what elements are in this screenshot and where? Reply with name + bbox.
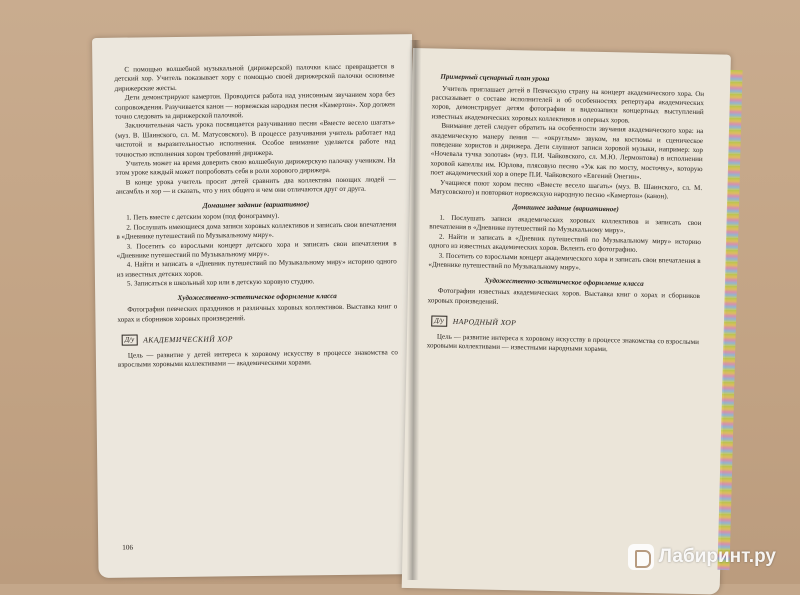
right-page [402,48,731,595]
left-section-title: АКАДЕМИЧЕСКИЙ ХОР [143,334,233,345]
right-paragraph-1: Учитель приглашает детей в Певческую страну на концерт академического хора. Он рассказывает о составе исполнителей и об особенностях репертуара академических хоров, демонстрирует детям фотографии и видеозаписи концертных выступлений известных академических хоровых коллективов и оперных хоров. [431,84,705,125]
left-homework-item: 1. Петь вместе с детским хором (под фонограмму). [126,212,280,222]
right-design-text: Фотографии известных академических хоров. Выставка книг о хорах и сборников хоровых произведений. [427,286,700,306]
left-paragraph-4: Учитель может на время доверить свою волшебную дирижерскую палочку ученикам. На этом уроке каждый может попробовать себя в роли хорового дирижера. [115,156,396,178]
right-section-title: НАРОДНЫЙ ХОР [452,316,517,328]
left-homework-item: 3. Посетить со взрослыми концерт детского хора и записать свои впечатления в «Дневнике путешествий по Музыкальному миру». [116,238,397,260]
watermark-text: Лабиринт.ру [658,546,776,567]
right-section-heading [427,315,699,332]
right-homework-item: 3. Посетить со взрослыми концерт академического хора и записать свои впечатления в «Дневнике путешествий по Музыкальному миру». [428,251,701,272]
right-paragraph-3: Учащиеся поют хором песню «Вместе весело шагать» (муз. В. Шаинского, сл. М. Матусовского) и повторяют норвежскую народную песню «Камертон» (канон). [429,178,703,201]
right-plan-title: Примерный сценарный план урока [440,72,550,83]
left-page-content [114,62,398,370]
left-homework-title: Домашнее задание (вариативное) [202,200,310,210]
left-design-text: Фотографии певческих праздников и различных хоровых коллективов. Выставка книг о хорах и сборников хоровых произведений. [117,302,398,324]
right-page-content [427,72,705,356]
left-section-heading [118,331,398,345]
labirint-watermark [628,544,776,570]
left-paragraph-5: В конце урока учитель просит детей сравнить два коллектива поющих людей — ансамбль и хор — и сказать, что у них общего и чем они отличаются друг от друга. [115,175,396,197]
du-badge: Д/у [431,315,447,326]
left-homework-item: 4. Найти и записать в «Дневник путешествий по Музыкальному миру» историю одного из известных детских хоров. [116,257,397,279]
right-homework-item: 2. Найти и записать в «Дневник путешествий по Музыкальному миру» историю одного из известных академических хоров. Вклеить его фотографию. [428,232,702,255]
right-homework-item: 1. Послушать записи академических хоровых коллективов и записать свои впечатления в «Дневнике путешествий по Музыкальному миру». [429,213,702,235]
right-paragraph-2: Внимание детей следует обратить на особенности звучания академического хора: на академическую манеру пения — «округлым» звуком, на костюмы и сценическое поведение хористов и дирижера. Дети слушают записи хоровой музыки, например: хор «Ночевала тучка золотая» (муз. П.И. Чайковского, сл. М.Ю. Лермонтова) в исполнении хоровой капеллы им. Юрлова, плясовую песню «Уж как по мосту, мосточку», которую поет академический хор в опере П.И. Чайковского «Евгений Онегин». [430,121,704,182]
right-goal-text: Цель — развитие интереса к хоровому искусству в процессе знакомства со взрослыми хоровыми коллективами — известными народными хорами. [426,332,699,354]
left-paragraph-2: Дети демонстрируют камертон. Проводится работа над унисонным звучанием хора без сопровождения. Разучивается канон — норвежская народная песня «Камертон». Хор должен точно следовать за дирижерской палочкой. [114,90,395,121]
left-homework-item: 2. Послушать имеющиеся дома записи хоровых коллективов и записать свои впечатления в «Дневнике путешествий по Музыкальному миру». [116,219,397,241]
left-design-title: Художественно-эстетическое оформление класса [177,291,337,302]
left-page [92,34,419,578]
du-badge: Д/у [122,334,138,345]
left-goal-text: Цель — развитие у детей интереса к хоровому искусству в процессе знакомства со взрослыми хоровыми коллективами — академическими хорами. [117,348,398,370]
left-homework-item: 5. Записаться в школьный хор или в детскую хоровую студию. [126,277,315,288]
left-paragraph-3: Заключительная часть урока посвящается разучиванию песни «Вместе весело шагать» (муз. В. Шаинского, сл. М. Матусовского). В процессе разучивания учитель работает над чистотой и выразительностью исполнения. Особое внимание уделяется работе над точностью исполнения хором требований дирижера. [115,118,396,159]
right-homework-title: Домашнее задание (вариативное) [512,203,619,214]
page-number: 106 [122,543,134,552]
right-design-title: Художественно-эстетическое оформление класса [484,276,644,288]
left-paragraph-1: С помощью волшебной музыкальной (дирижерской) палочки класс превращается в детский хор. Учитель показывает хору с помощью своей дирижерской палочки основные дирижерские жесты. [114,62,395,93]
labirint-logo-icon [628,544,654,570]
